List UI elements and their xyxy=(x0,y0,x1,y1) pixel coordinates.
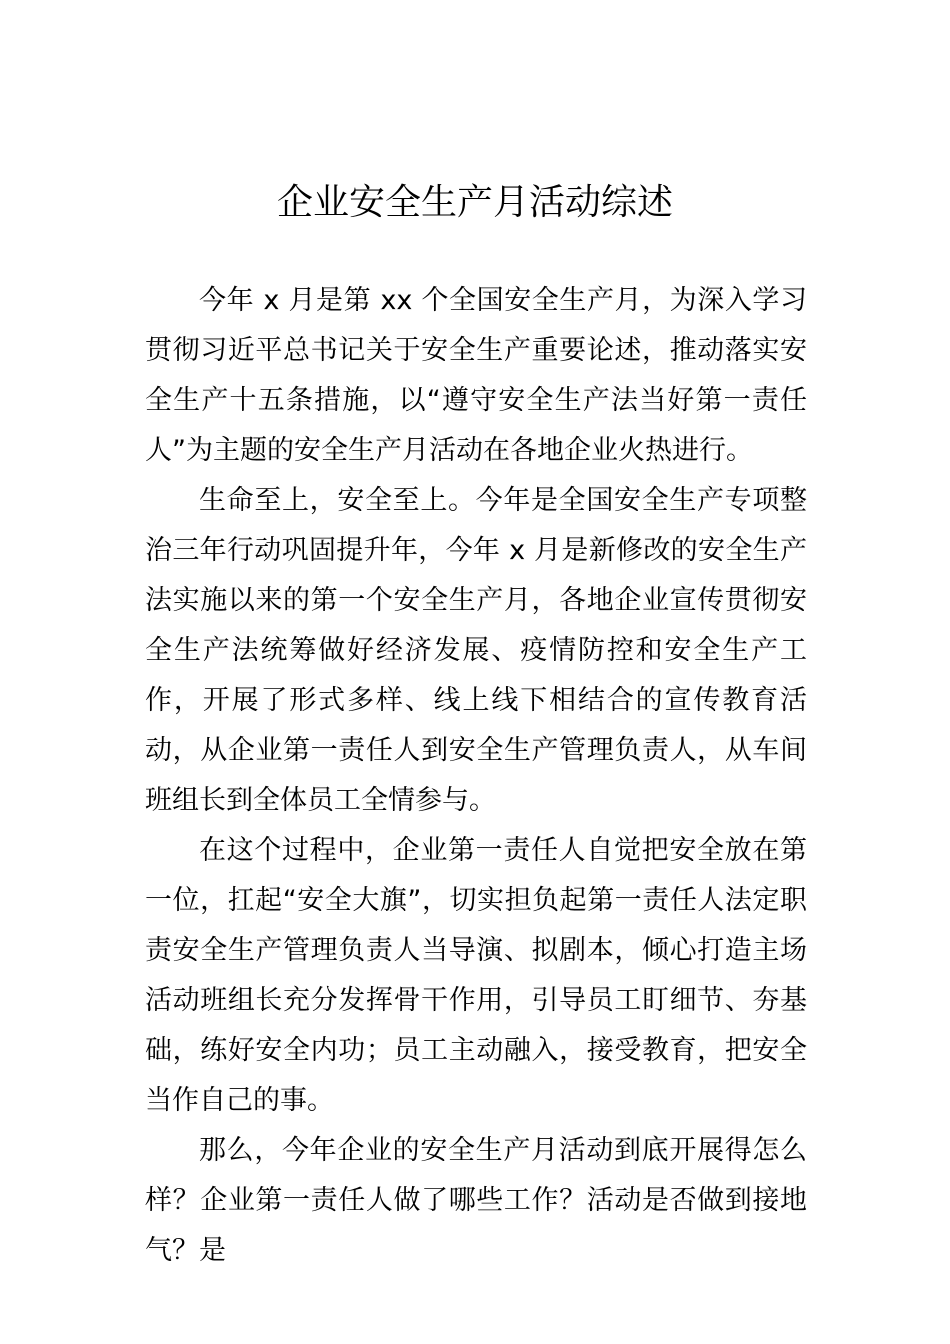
document-title: 企业安全生产月活动综述 xyxy=(276,182,673,223)
paragraph-3: 在这个过程中，企业第一责任人自觉把安全放在第一位，扛起“安全大旗”，切实担负起第一责任人法定职责安全生产管理负责人当导演、拟剧本，倾心打造主场活动班组长充分发挥骨干作用，引导员工盯细节、夯基础，练好安全内功；员工主动融入，接受教育，把安全当作自己的事。 xyxy=(145,835,807,1116)
paragraph-1: 今年 x 月是第 xx 个全国安全生产月，为深入学习贯彻习近平总书记关于安全生产重要论述，推动落实安全生产十五条措施，以“遵守安全生产法当好第一责任人”为主题的安全生产月活动在各地企业火热进行。 xyxy=(145,285,807,466)
paragraph-2: 生命至上，安全至上。今年是全国安全生产专项整治三年行动巩固提升年，今年 x 月是新修改的安全生产法实施以来的第一个安全生产月，各地企业宣传贯彻安全生产法统筹做好经济发展、疫情防控和安全生产工作，开展了形式多样、线上线下相结合的宣传教育活动，从企业第一责任人到安全生产管理负责人，从车间班组长到全体员工全情参与。 xyxy=(145,485,807,816)
document-body xyxy=(145,276,807,1276)
paragraph-4: 那么，今年企业的安全生产月活动到底开展得怎么样？企业第一责任人做了哪些工作？活动是否做到接地气？是 xyxy=(145,1135,807,1266)
